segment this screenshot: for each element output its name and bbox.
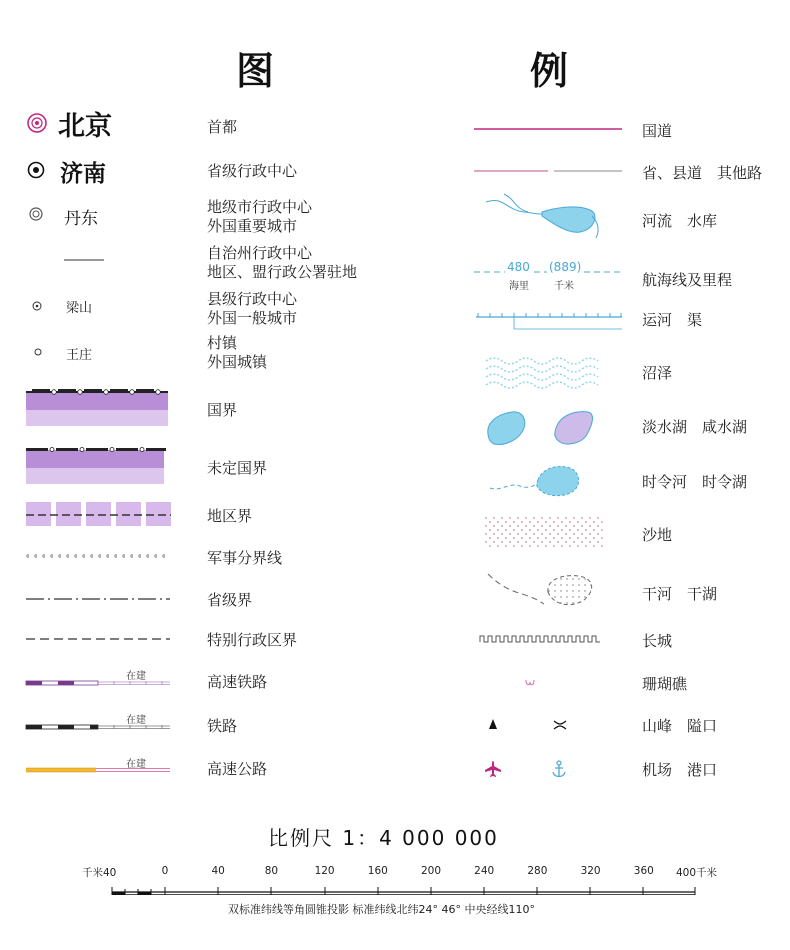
seasonal-water-label: 时令河 时令湖 <box>642 473 748 491</box>
harbor-icon <box>551 760 567 778</box>
coral-reef-label: 珊瑚礁 <box>642 675 688 693</box>
prefecture-city-label-1: 地级市行政中心 <box>207 198 313 216</box>
scale-tick-label: 240 <box>474 865 495 877</box>
airport-icon <box>484 760 502 778</box>
airport-harbor-label: 机场 港口 <box>642 761 718 779</box>
expressway-symbol <box>26 767 171 773</box>
military-line-label: 军事分界线 <box>207 549 283 567</box>
county-seat-icon <box>32 301 42 311</box>
region-boundary-label: 地区界 <box>207 507 253 525</box>
expressway-label: 高速公路 <box>207 760 268 778</box>
scale-right-label: 400千米 <box>676 867 718 879</box>
provincial-road-symbol <box>474 169 624 173</box>
county-seat-label-2: 外国一般城市 <box>207 309 298 327</box>
canal-channel-label: 运河 渠 <box>642 311 703 329</box>
high-speed-railway-label: 高速铁路 <box>207 673 268 691</box>
scale-tick-label: 160 <box>367 865 388 877</box>
undetermined-boundary-symbol <box>26 444 171 486</box>
national-boundary-label: 国界 <box>207 401 238 419</box>
village-label-1: 村镇 <box>207 334 238 352</box>
lakes-label: 淡水湖 咸水湖 <box>642 418 748 436</box>
autonomous-prefecture-line-symbol <box>64 258 106 262</box>
canal-channel-symbol <box>476 311 624 331</box>
provincial-capital-symbol-text: 济南 <box>60 161 106 187</box>
hsr-under-construction-note: 在建 <box>126 671 146 682</box>
undetermined-boundary-label: 未定国界 <box>207 459 268 477</box>
sea-route-value-km: (889) <box>549 260 582 274</box>
provincial-boundary-symbol <box>26 596 171 602</box>
great-wall-label: 长城 <box>642 632 673 650</box>
mountain-pass-icon <box>552 719 568 731</box>
sandy-land-label: 沙地 <box>642 526 673 544</box>
dry-water-symbol <box>486 570 602 610</box>
legend-title-right: 例 <box>530 49 569 93</box>
scale-tick-label: 200 <box>420 865 442 877</box>
river-reservoir-symbol <box>484 192 614 242</box>
swamp-label: 沼泽 <box>642 364 673 382</box>
county-seat-label-1: 县级行政中心 <box>207 290 298 308</box>
coral-reef-icon <box>524 678 538 688</box>
capital-label: 首都 <box>207 118 238 136</box>
scale-bar <box>110 878 700 898</box>
provincial-road-label: 省、县道 其他路 <box>642 164 763 182</box>
expressway-under-construction-note: 在建 <box>126 759 146 770</box>
provincial-boundary-label: 省级界 <box>207 591 253 609</box>
scale-tick-label: 360 <box>633 865 654 877</box>
sea-route-unit-km: 千米 <box>554 281 574 292</box>
village-symbol-text: 王庄 <box>66 348 93 363</box>
capital-icon <box>26 112 48 134</box>
capital-symbol-text: 北京 <box>58 111 112 142</box>
sea-route-unit-nautical-miles: 海里 <box>509 281 529 292</box>
prefecture-city-icon <box>29 207 43 221</box>
scale-tick-label: 280 <box>527 865 548 877</box>
dry-water-label: 干河 干湖 <box>642 585 718 603</box>
seasonal-water-symbol <box>488 462 588 500</box>
county-seat-symbol-text: 梁山 <box>66 301 93 316</box>
autonomous-prefecture-label-2: 地区、盟行政公署驻地 <box>207 263 358 281</box>
sandy-land-symbol <box>484 516 606 550</box>
provincial-capital-icon <box>27 161 45 179</box>
village-icon <box>34 348 42 356</box>
scale-title: 比例尺 1：4 000 000 <box>268 826 499 850</box>
scale-left-label: 千米40 <box>82 867 117 879</box>
great-wall-symbol <box>480 632 602 644</box>
scale-tick-label: 120 <box>314 865 335 877</box>
railway-label: 铁路 <box>207 717 238 735</box>
prefecture-city-symbol-text: 丹东 <box>64 209 98 229</box>
national-road-label: 国道 <box>642 122 673 140</box>
railway-symbol <box>26 724 171 730</box>
region-boundary-symbol <box>26 502 176 530</box>
swamp-symbol <box>484 357 608 391</box>
military-line-symbol <box>26 551 171 561</box>
lakes-symbol <box>484 408 614 448</box>
scale-tick-label: 40 <box>211 865 225 877</box>
sea-route-value-nautical-miles: 480 <box>507 260 530 274</box>
high-speed-railway-symbol <box>26 680 171 686</box>
village-label-2: 外国城镇 <box>207 353 268 371</box>
river-reservoir-label: 河流 水库 <box>642 212 718 230</box>
scale-tick-label: 80 <box>264 865 279 877</box>
legend-title-left: 图 <box>236 49 275 93</box>
autonomous-prefecture-label-1: 自治州行政中心 <box>207 244 313 262</box>
provincial-capital-label: 省级行政中心 <box>207 162 298 180</box>
scale-tick-label: 0 <box>161 865 169 877</box>
projection-note: 双标准纬线等角圆锥投影 标准纬线北纬24° 46° 中央经线110° <box>228 903 535 916</box>
sar-boundary-symbol <box>26 636 171 642</box>
prefecture-city-label-2: 外国重要城市 <box>207 217 298 235</box>
scale-tick-label: 320 <box>580 865 601 877</box>
sea-route-label: 航海线及里程 <box>642 271 733 289</box>
national-road-symbol <box>474 127 624 131</box>
sar-boundary-label: 特别行政区界 <box>207 631 298 649</box>
peak-pass-label: 山峰 隘口 <box>642 717 718 735</box>
railway-under-construction-note: 在建 <box>126 715 146 726</box>
national-boundary-symbol <box>26 386 171 428</box>
mountain-peak-icon <box>488 718 498 730</box>
